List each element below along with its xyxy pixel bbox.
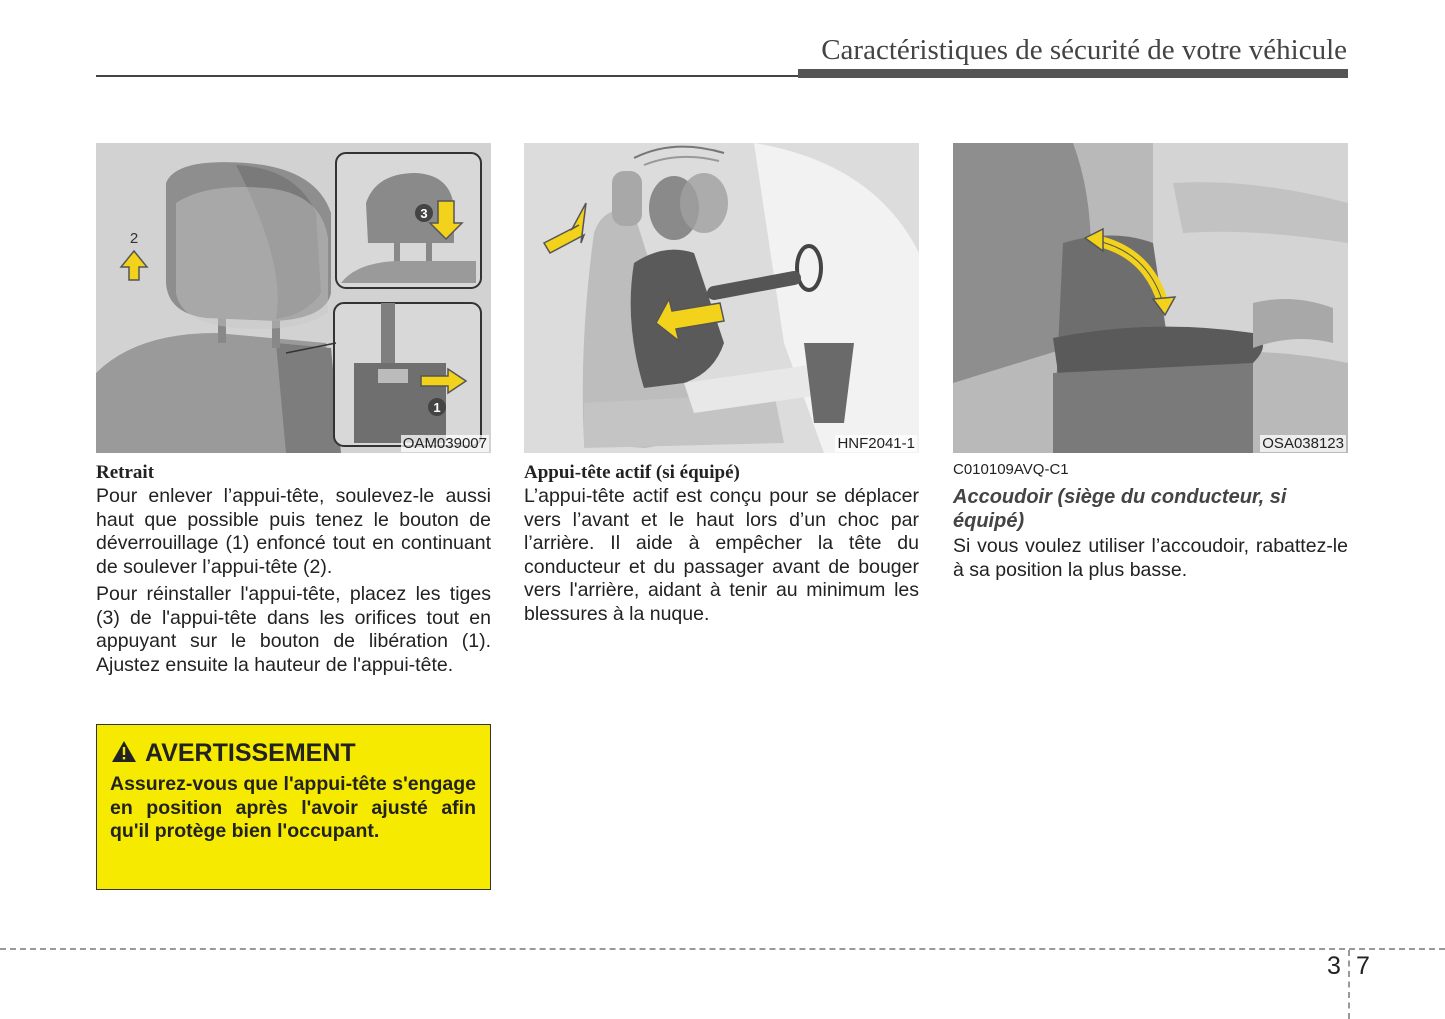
figure-armrest: [953, 143, 1348, 453]
armrest-illustration: [953, 143, 1348, 453]
callout-3: 3: [420, 206, 428, 221]
column-armrest: [953, 461, 1348, 586]
column-active-headrest: [524, 461, 919, 630]
section-code: C010109AVQ-C1: [953, 461, 1069, 478]
column-headrest-removal: [96, 461, 491, 681]
warning-title: AVERTISSEMENT: [145, 739, 356, 767]
section-title: Accoudoir (siège du conducteur, si équipé): [953, 486, 1287, 532]
paragraph: Si vous voulez utiliser l’accoudoir, rabattez-le à sa position la plus basse.: [953, 535, 1348, 581]
paragraph: Pour enlever l’appui-tête, soulevez-le aussi haut que possible puis tenez le bouton de déverrouillage (1) enfoncé tout en continuant de soulever l’appui-tête (2).: [96, 485, 491, 578]
paragraph: L’appui-tête actif est conçu pour se déplacer vers l’avant et le haut lors d’un choc par l’arrière. Il aide à empêcher la tête du conducteur et du passager avant de bouger vers l'arrière, aidant à tenir au minimum les blessures à la nuque.: [524, 485, 919, 625]
section-title: Retrait: [96, 462, 155, 483]
page-header-title: Caractéristiques de sécurité de votre véhicule: [821, 34, 1347, 66]
paragraph: Pour réinstaller l'appui-tête, placez les tiges (3) de l'appui-tête dans les orifices tout en appuyant sur le bouton de libération (1). Ajustez ensuite la hauteur de l'appui-tête.: [96, 583, 491, 676]
callout-1: 1: [433, 400, 441, 415]
figure-code: OSA038123: [1262, 435, 1344, 452]
page-number-divider: [1348, 950, 1350, 1019]
figure-headrest-removal: [96, 143, 491, 453]
page-number: 7: [1356, 952, 1370, 980]
figure-active-headrest: [524, 143, 919, 453]
active-headrest-illustration: [524, 143, 919, 453]
header-rule: [96, 75, 798, 77]
section-number: 3: [1327, 952, 1341, 980]
warning-icon: [111, 740, 137, 770]
warning-box: [96, 724, 491, 890]
header-bar: [798, 69, 1348, 78]
figure-code: HNF2041-1: [837, 435, 915, 452]
warning-heading: [111, 739, 356, 770]
section-title: Appui-tête actif (si équipé): [524, 462, 740, 483]
warning-text: Assurez-vous que l'appui-tête s'engage en position après l'avoir ajusté afin qu'il protège bien l'occupant.: [110, 773, 476, 842]
callout-2: 2: [129, 230, 139, 247]
figure-code: OAM039007: [402, 435, 487, 452]
headrest-illustration: [96, 143, 491, 453]
footer-dashed-rule: [0, 948, 1445, 950]
